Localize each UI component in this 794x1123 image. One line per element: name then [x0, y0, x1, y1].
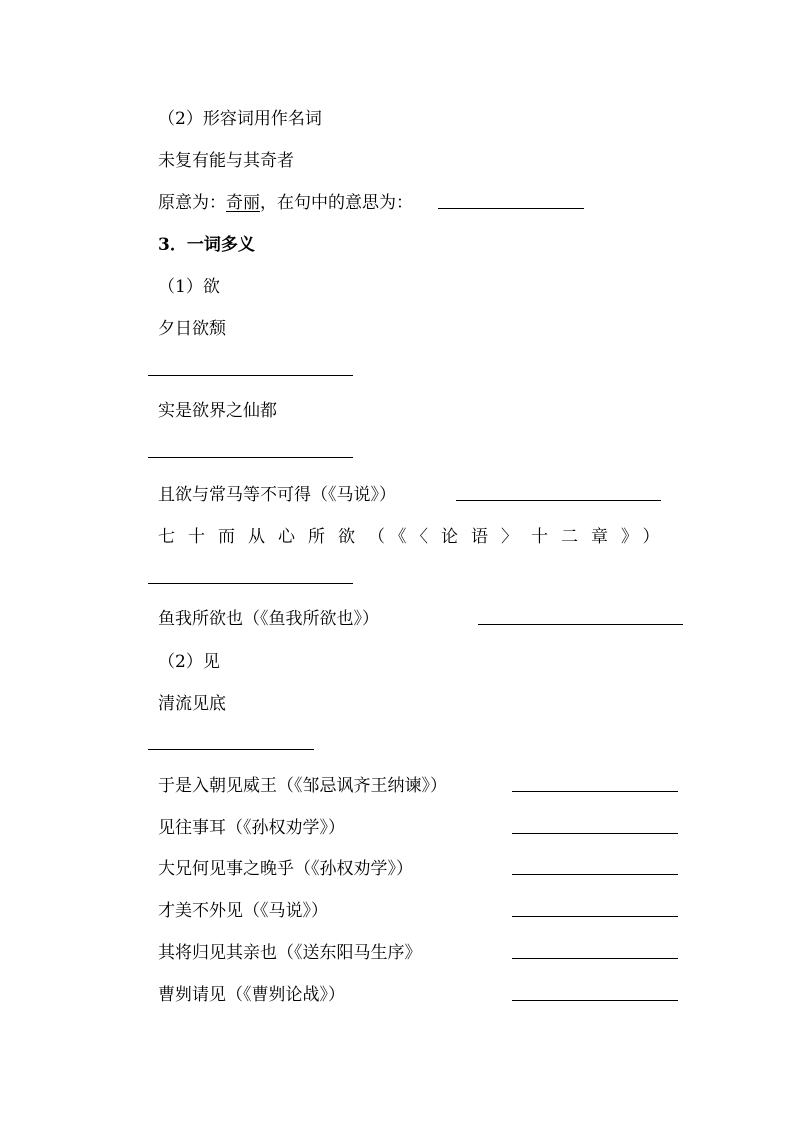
jian-item-5: 才美不外见（《马说》）: [158, 901, 328, 921]
section-heading-adjective-as-noun: （2）形容词用作名词: [158, 109, 322, 129]
answer-blank-jian-3[interactable]: [512, 833, 678, 834]
yu-item-3: 且欲与常马等不可得（《马说》）: [158, 485, 396, 505]
answer-blank-jian-2[interactable]: [512, 791, 678, 792]
answer-blank-yu-3[interactable]: [456, 500, 661, 501]
yu-item-2: 实是欲界之仙都: [158, 401, 277, 421]
heading-polysemy: 3．一词多义: [158, 235, 255, 255]
original-meaning-prefix: 原意为：: [158, 193, 226, 213]
answer-blank-jian-1[interactable]: [148, 749, 314, 750]
answer-blank-yu-5[interactable]: [478, 624, 683, 625]
jian-item-7: 曹刿请见（《曹刿论战》）: [158, 985, 345, 1005]
answer-blank-jian-4[interactable]: [512, 874, 678, 875]
jian-item-2: 于是入朝见威王（《邹忌讽齐王纳谏》）: [158, 776, 447, 796]
jian-item-6: 其将归见其亲也（《送东阳马生序》: [158, 943, 422, 963]
original-meaning-word: 奇丽: [226, 193, 260, 213]
yu-item-1: 夕日欲颓: [158, 319, 226, 339]
answer-blank-jian-7[interactable]: [512, 1000, 678, 1001]
answer-blank-yu-1[interactable]: [148, 375, 353, 376]
original-meaning-line: [158, 192, 413, 214]
jian-heading: （2）见: [158, 652, 220, 672]
jian-item-4: 大兄何见事之晚乎（《孙权劝学》）: [158, 859, 413, 879]
answer-blank-yu-2[interactable]: [148, 457, 353, 458]
jian-item-1: 清流见底: [158, 694, 226, 714]
yu-item-4: 七十而从心所欲（《〈论语〉十二章》）: [158, 527, 673, 547]
answer-blank-yu-4[interactable]: [148, 583, 353, 584]
sentence-wei-fu-you: 未复有能与其奇者: [158, 151, 294, 171]
jian-item-3: 见往事耳（《孙权劝学》）: [158, 818, 345, 838]
answer-blank-jian-6[interactable]: [512, 958, 678, 959]
answer-blank-meaning[interactable]: [438, 208, 584, 209]
original-meaning-suffix: ，在句中的意思为：: [260, 193, 413, 213]
yu-item-5: 鱼我所欲也（《鱼我所欲也》）: [158, 609, 379, 629]
yu-heading: （1）欲: [158, 277, 220, 297]
answer-blank-jian-5[interactable]: [512, 916, 678, 917]
